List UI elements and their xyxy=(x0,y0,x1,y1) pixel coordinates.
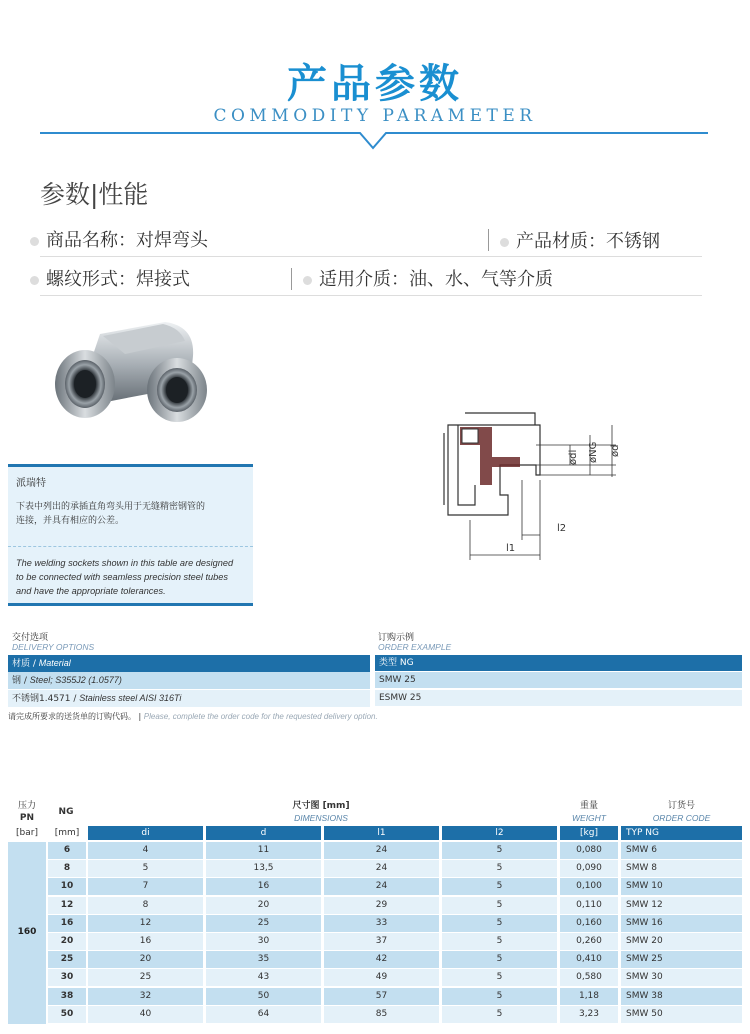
col-header-weight-en: WEIGHT xyxy=(572,813,606,823)
param-medium xyxy=(303,265,553,291)
table-cell-d: 16 xyxy=(206,878,321,895)
param-rule xyxy=(40,256,702,257)
delivery-header-en: Material xyxy=(38,658,71,668)
info-divider xyxy=(8,546,253,547)
info-en-line: to be connected with seamless precision steel tubes xyxy=(16,572,228,582)
table-cell-l2: 5 xyxy=(442,878,557,895)
col-header-ng: NG xyxy=(58,807,74,817)
table-cell-l1: 42 xyxy=(324,951,439,968)
table-cell-l1: 85 xyxy=(324,1006,439,1023)
table-cell-kg: 0,580 xyxy=(560,969,618,986)
table-cell-l1: 33 xyxy=(324,915,439,932)
table-cell-code: SMW 50 xyxy=(621,1006,742,1023)
param-name-text: 商品名称：对焊弯头 xyxy=(46,230,208,251)
dim-label-di: ødi xyxy=(568,449,579,465)
info-cn-line: 下表中列出的承插直角弯头用于无缝精密钢管的 xyxy=(16,502,206,512)
page-title: 产品参数 xyxy=(287,61,463,107)
table-cell-l1: 24 xyxy=(324,860,439,877)
table-cell-code: SMW 12 xyxy=(621,897,742,914)
table-cell-l2: 5 xyxy=(442,933,557,950)
param-thread-text: 螺纹形式：焊接式 xyxy=(46,269,190,290)
product-photo xyxy=(45,316,215,426)
table-cell-l1: 24 xyxy=(324,842,439,859)
table-cell-di: 32 xyxy=(88,988,203,1005)
order-row: ESMW 25 xyxy=(375,690,742,706)
table-cell-l1: 29 xyxy=(324,897,439,914)
table-cell-d: 25 xyxy=(206,915,321,932)
table-cell-ng: 20 xyxy=(48,933,86,950)
dim-label-l1: l1 xyxy=(506,543,516,554)
delivery-title-cn: 交付选项 xyxy=(12,633,49,643)
bullet-icon xyxy=(500,238,509,247)
info-en-line: The welding sockets shown in this table are designed xyxy=(16,558,234,568)
table-cell-d: 35 xyxy=(206,951,321,968)
table-cell-code: SMW 16 xyxy=(621,915,742,932)
delivery-row xyxy=(8,690,370,707)
col-header-di: di xyxy=(88,826,203,840)
table-cell-kg: 0,110 xyxy=(560,897,618,914)
param-material xyxy=(500,227,660,253)
table-cell-kg: 1,18 xyxy=(560,988,618,1005)
table-cell-d: 30 xyxy=(206,933,321,950)
table-cell-l1: 57 xyxy=(324,988,439,1005)
table-cell-l2: 5 xyxy=(442,951,557,968)
params-heading: 参数|性能 xyxy=(40,180,149,209)
table-cell-kg: 0,260 xyxy=(560,933,618,950)
header-divider xyxy=(40,130,708,154)
delivery-header-cn: 材质 / xyxy=(12,659,39,669)
info-box xyxy=(8,464,253,606)
delivery-note xyxy=(8,711,378,722)
table-cell-di: 8 xyxy=(88,897,203,914)
col-header-l1: l1 xyxy=(324,826,439,840)
table-cell-l2: 5 xyxy=(442,915,557,932)
pn-value: 160 xyxy=(17,927,37,937)
bullet-icon xyxy=(30,237,39,246)
order-title-cn: 订购示例 xyxy=(378,633,415,643)
technical-diagram xyxy=(430,405,630,570)
col-header-code-cn: 订货号 xyxy=(667,801,695,811)
table-cell-code: SMW 10 xyxy=(621,878,742,895)
table-cell-code: SMW 30 xyxy=(621,969,742,986)
param-medium-text: 适用介质：油、水、气等介质 xyxy=(319,269,553,290)
table-cell-ng: 10 xyxy=(48,878,86,895)
table-cell-ng: 16 xyxy=(48,915,86,932)
col-header-dimensions-en: DIMENSIONS xyxy=(294,813,348,823)
table-cell-d: 64 xyxy=(206,1006,321,1023)
table-cell-ng: 30 xyxy=(48,969,86,986)
unit-bar: [bar] xyxy=(8,826,46,840)
table-cell-di: 16 xyxy=(88,933,203,950)
table-cell-kg: 0,080 xyxy=(560,842,618,859)
param-thread xyxy=(30,265,190,291)
table-cell-kg: 0,100 xyxy=(560,878,618,895)
table-cell-ng: 38 xyxy=(48,988,86,1005)
bullet-icon xyxy=(30,276,39,285)
table-cell-code: SMW 25 xyxy=(621,951,742,968)
table-cell-di: 5 xyxy=(88,860,203,877)
table-cell-l1: 49 xyxy=(324,969,439,986)
delivery-header xyxy=(8,655,370,672)
table-cell-code: SMW 20 xyxy=(621,933,742,950)
table-cell-l1: 37 xyxy=(324,933,439,950)
delivery-note-cn: 请完成所要求的送货单的订购代码。 | xyxy=(8,712,142,721)
table-cell-d: 20 xyxy=(206,897,321,914)
info-cn-line: 连接，并具有相应的公差。 xyxy=(16,516,125,526)
param-separator xyxy=(291,268,292,290)
col-header-pn-cn: 压力 xyxy=(17,801,36,811)
table-cell-d: 13,5 xyxy=(206,860,321,877)
table-cell-l2: 5 xyxy=(442,969,557,986)
dim-label-d: ød xyxy=(610,444,621,457)
col-header-kg: [kg] xyxy=(560,826,618,840)
unit-mm: [mm] xyxy=(48,826,86,840)
col-header-d: d xyxy=(206,826,321,840)
table-cell-di: 12 xyxy=(88,915,203,932)
delivery-row xyxy=(8,672,370,689)
table-cell-ng: 6 xyxy=(48,842,86,859)
table-cell-kg: 0,090 xyxy=(560,860,618,877)
col-header-weight-cn: 重量 xyxy=(579,801,598,811)
table-cell-l2: 5 xyxy=(442,1006,557,1023)
param-material-text: 产品材质：不锈钢 xyxy=(516,231,660,252)
table-cell-l2: 5 xyxy=(442,842,557,859)
delivery-row-cn: 钢 / xyxy=(12,676,30,686)
info-title: 派瑞特 xyxy=(16,478,46,489)
table-cell-code: SMW 38 xyxy=(621,988,742,1005)
table-cell-d: 43 xyxy=(206,969,321,986)
table-cell-d: 11 xyxy=(206,842,321,859)
table-cell-kg: 0,160 xyxy=(560,915,618,932)
param-rule xyxy=(40,295,702,296)
dim-label-l2: l2 xyxy=(557,523,567,534)
delivery-row-en: Steel; S355J2 (1.0577) xyxy=(29,675,122,685)
table-cell-code: SMW 6 xyxy=(621,842,742,859)
info-en-line: and have the appropriate tolerances. xyxy=(16,586,166,596)
param-name xyxy=(30,226,208,252)
table-cell-l2: 5 xyxy=(442,988,557,1005)
col-header-pn: PN xyxy=(19,813,35,823)
table-cell-l1: 24 xyxy=(324,878,439,895)
table-cell-ng: 8 xyxy=(48,860,86,877)
order-row: SMW 25 xyxy=(375,672,742,688)
dim-label-ng: øNG xyxy=(588,441,599,463)
page-subtitle: COMMODITY PARAMETER xyxy=(213,106,537,126)
table-cell-di: 40 xyxy=(88,1006,203,1023)
table-cell-di: 25 xyxy=(88,969,203,986)
table-cell-code: SMW 8 xyxy=(621,860,742,877)
table-cell-di: 4 xyxy=(88,842,203,859)
delivery-row-cn: 不锈钢1.4571 / xyxy=(12,694,80,704)
param-separator xyxy=(488,229,489,251)
table-cell-d: 50 xyxy=(206,988,321,1005)
delivery-title-en: DELIVERY OPTIONS xyxy=(12,642,95,652)
col-header-l2: l2 xyxy=(442,826,557,840)
col-header-dimensions-cn: 尺寸图 [mm] xyxy=(292,801,350,811)
table-cell-ng: 50 xyxy=(48,1006,86,1023)
table-cell-kg: 3,23 xyxy=(560,1006,618,1023)
col-header-typ: TYP NG xyxy=(621,826,742,840)
table-cell-l2: 5 xyxy=(442,860,557,877)
table-cell-l2: 5 xyxy=(442,897,557,914)
delivery-row-en: Stainless steel AISI 316Ti xyxy=(79,693,182,703)
table-cell-kg: 0,410 xyxy=(560,951,618,968)
delivery-note-en: Please, complete the order code for the requested delivery option. xyxy=(143,712,378,721)
table-cell-ng: 25 xyxy=(48,951,86,968)
col-header-code-en: ORDER CODE xyxy=(652,813,711,823)
table-cell-di: 20 xyxy=(88,951,203,968)
table-cell-ng: 12 xyxy=(48,897,86,914)
table-cell-di: 7 xyxy=(88,878,203,895)
order-header: 类型 NG xyxy=(375,655,742,671)
bullet-icon xyxy=(303,276,312,285)
order-title-en: ORDER EXAMPLE xyxy=(378,642,452,652)
